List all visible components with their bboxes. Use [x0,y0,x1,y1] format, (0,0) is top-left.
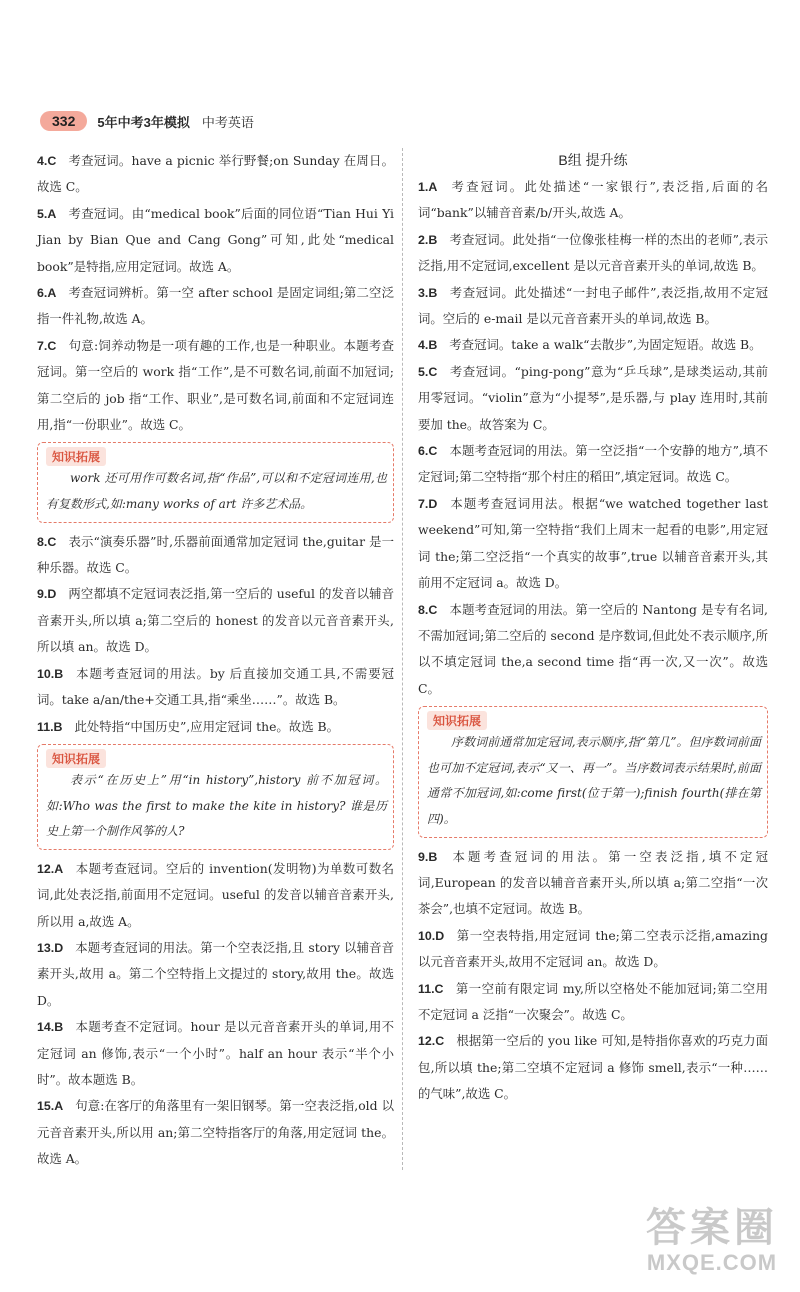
answer-text: 本题考查冠词的用法。第一空泛指“一个安静的地方”,填不定冠词;第二空特指“那个村庄的稻田”,填定冠词。故选 C。 [418,443,768,485]
answer-text: 表示“演奏乐器”时,乐器前面通常加定冠词 the,guitar 是一种乐器。故选 C。 [37,533,394,576]
answer-text: 第一空表特指,用定冠词 the;第二空表示泛指,amazing 以元音音素开头,故用不定冠词 an。故选 D。 [418,927,768,970]
answer-number: 12.A [37,861,64,876]
knowledge-extension-tag: 知识拓展 [46,447,106,466]
watermark-line2: MXQE.COM [646,1250,778,1275]
answer-number: 2.B [418,232,438,247]
answer-item [418,280,768,333]
knowledge-extension-box [418,706,768,837]
answer-item [418,227,768,280]
answer-text: 两空都填不定冠词表泛指,第一空后的 useful 的发音以辅音音素开头,所以填 a;第二空后的 honest 的发音以元音音素开头,所以填 an。故选 D。 [37,586,394,655]
answer-item [37,1014,394,1093]
answer-item [37,201,394,280]
answer-item [418,359,768,438]
answer-item [418,976,768,1029]
answer-item [418,1028,768,1107]
right-column [418,148,768,1108]
section-title: B组 提升练 [558,152,628,168]
knowledge-extension-text: 序数词前通常加定冠词,表示顺序,指“第几”。但序数词前面也可加不定冠词,表示“又一、再一”。当序数词表示结果时,前面通常不加冠词,如:come first(位于第一);finish fourth(排在第四)。 [427,735,761,826]
answer-text: 考查冠词。此处描述“一家银行”,表泛指,后面的名词“bank”以辅音音素/b/开头,故选 A。 [418,179,768,221]
answer-number: 6.C [418,444,438,459]
answer-text: 考查冠词。have a picnic 举行野餐;on Sunday 在周日。故选 C。 [37,153,394,195]
watermark-line1: 答案圈 [646,1206,778,1250]
answer-item [37,333,394,439]
answer-number: 10.D [418,928,445,943]
book-title: 5年中考3年模拟 [97,114,190,130]
answer-text: 本题考查冠词的用法。第一空表泛指,填不定冠词,European 的发音以辅音音素开头,所以填 a;第二空指“一次茶会”,也填不定冠词。故选 B。 [418,848,768,917]
answer-number: 13.D [37,940,64,955]
answer-item [418,597,768,703]
watermark-logo [646,1206,778,1276]
answer-text: 第一空前有限定词 my,所以空格处不能加冠词;第二空用不定冠词 a 泛指“一次聚会”。故选 C。 [418,980,768,1022]
answer-item [418,174,768,227]
answer-text: 此处特指“中国历史”,应用定冠词 the。故选 B。 [74,718,340,734]
subject-label: 中考英语 [201,114,254,130]
answer-item [418,332,768,358]
knowledge-extension-box [37,442,394,522]
answer-number: 8.C [37,534,57,549]
answer-number: 15.A [37,1099,64,1114]
answer-number: 4.B [418,338,438,353]
answer-number: 11.C [418,981,444,996]
answer-number: 7.D [418,496,438,511]
answer-text: 考查冠词。此处描述“一封电子邮件”,表泛指,故用不定冠词。空后的 e-mail 是以元音音素开头的单词,故选 B。 [418,284,768,327]
answer-text: 本题考查冠词用法。根据“we watched together last weekend”可知,第一空特指“我们上周末一起看的电影”,用定冠词 the;第二空泛指“一个真实的故事”,true 以辅音音素开头,其前用不定冠词 a。故选 D。 [418,495,768,591]
answer-text: 考查冠词。此处指“一位像张桂梅一样的杰出的老师”,表示泛指,用不定冠词,excellent 是以元音音素开头的单词,故选 B。 [418,231,768,274]
answer-item [37,661,394,714]
answer-number: 3.B [418,285,438,300]
page-header [40,108,254,134]
knowledge-extension-box [37,744,394,850]
answer-item [37,280,394,333]
answer-item [418,923,768,976]
answer-text: 句意:在客厅的角落里有一架旧钢琴。第一空表泛指,old 以元音音素开头,所以用 an;第二空特指客厅的角落,用定冠词 the。故选 A。 [37,1098,394,1167]
knowledge-extension-tag: 知识拓展 [427,711,487,730]
answer-text: 句意:饲养动物是一项有趣的工作,也是一种职业。本题考查冠词。第一空后的 work 指“工作”,是不可数名词,前面不加冠词;第二空后的 job 指“工作、职业”,是可数名词,前面和不定冠词连用,指“一份职业”。故选 C。 [37,337,394,433]
answer-text: 考查冠词。take a walk“去散步”,为固定短语。故选 B。 [449,337,762,353]
answer-item [37,1093,394,1172]
answer-number: 4.C [37,154,57,168]
answer-item [37,714,394,740]
answer-number: 9.D [37,587,57,602]
answer-number: 6.A [37,286,57,301]
answer-item [37,148,394,201]
answer-text: 根据第一空后的 you like 可知,是特指你喜欢的巧克力面包,所以填 the;第二空填不定冠词 a 修饰 smell,表示“一种……的气味”,故选 C。 [418,1033,768,1102]
answer-number: 14.B [37,1020,64,1035]
answer-item [37,856,394,935]
answer-text: 考查冠词辨析。第一空 after school 是固定词组;第二空泛指一件礼物,故选 A。 [37,285,394,327]
answer-item [37,581,394,660]
answer-item [37,529,394,582]
answer-item [37,935,394,1014]
answer-number: 5.C [418,364,438,379]
answer-number: 5.A [37,206,57,221]
answer-number: 1.A [418,180,438,194]
knowledge-extension-tag: 知识拓展 [46,749,106,768]
answer-text: 本题考查不定冠词。hour 是以元音音素开头的单词,用不定冠词 an 修饰,表示“一个小时”。half an hour 表示“半个小时”。故本题选 B。 [37,1019,394,1087]
knowledge-extension-text: 表示“在历史上”用“in history”,history 前不加冠词。如:Who was the first to make the kite in history? 谁是历史上第一个制作风筝的人? [46,772,387,839]
answer-text: 本题考查冠词的用法。第一个空表泛指,且 story 以辅音音素开头,故用 a。第二个空特指上文提过的 story,故用 the。故选 D。 [37,939,394,1008]
answer-text: 本题考查冠词的用法。by 后直接加交通工具,不需要冠词。take a/an/the+交通工具,指“乘坐……”。故选 B。 [37,665,394,708]
answer-text: 考查冠词。“ping-pong”意为“乒乓球”,是球类运动,其前用零冠词。“violin”意为“小提琴”,是乐器,与 play 连用时,其前要加 the。故答案为 C。 [418,363,768,432]
answer-item [418,438,768,491]
answer-number: 8.C [418,602,438,617]
answer-text: 本题考查冠词。空后的 invention(发明物)为单数可数名词,此处表泛指,前面用不定冠词。useful 的发音以辅音音素开头,所以用 a,故选 A。 [37,860,394,929]
column-divider [402,148,403,1170]
answer-number: 11.B [37,719,63,734]
answer-text: 本题考查冠词的用法。第一空后的 Nantong 是专有名词,不需加冠词;第二空后的 second 是序数词,但此处不表示顺序,所以不填定冠词 the,a second time 指“再一次,又一次”。故选 C。 [418,601,768,696]
answer-number: 7.C [37,338,57,353]
answer-item [418,844,768,923]
knowledge-extension-text: work 还可用作可数名词,指“作品”,可以和不定冠词连用,也有复数形式,如:many works of art 许多艺术品。 [46,471,387,512]
page-number-badge: 332 [40,111,87,131]
left-column [37,148,394,1173]
answer-item [418,491,768,597]
answer-text: 考查冠词。由“medical book”后面的同位语“Tian Hui Yi Jian by Bian Que and Cang Gong”可知,此处“medical book”是特指,应用定冠词。故选 A。 [37,205,394,274]
answer-number: 10.B [37,666,64,681]
answer-number: 9.B [418,849,438,864]
answer-number: 12.C [418,1034,445,1049]
